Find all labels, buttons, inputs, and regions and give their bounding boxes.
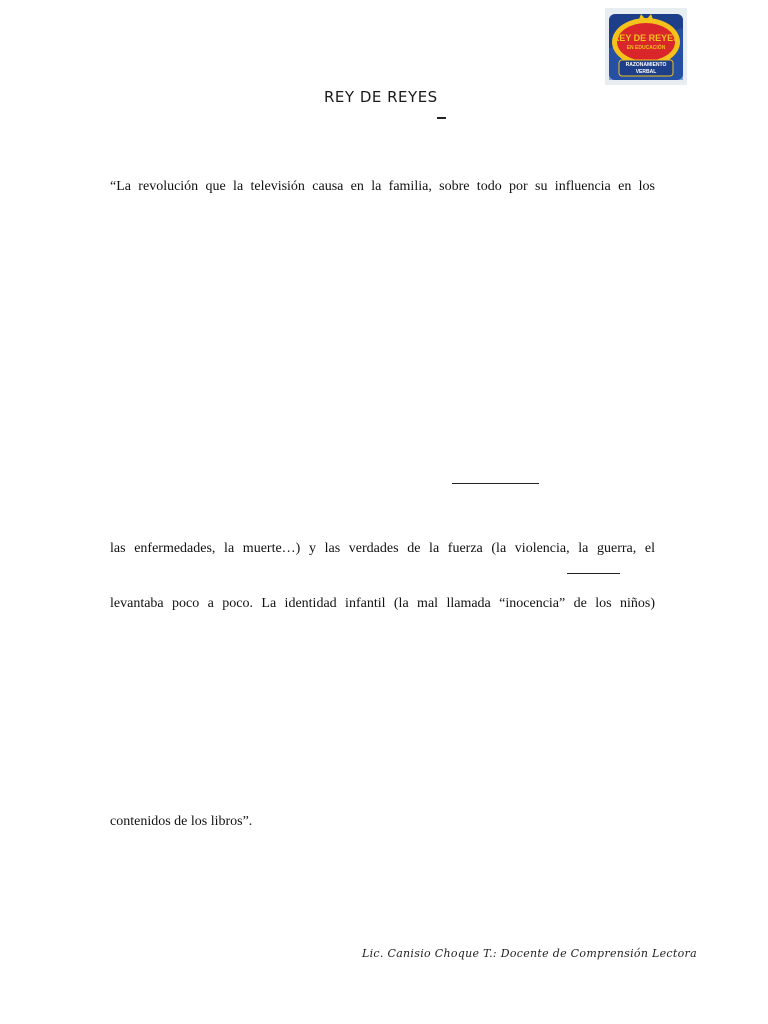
paragraph-line-3: levantaba poco a poco. La identidad infantil (la mal llamada “inocencia” de los niños) (110, 596, 655, 611)
paragraph-line-2: las enfermedades, la muerte…) y las verdades de la fuerza (la violencia, la guerra, el (110, 541, 655, 556)
logo-ribbon-line1: RAZONAMIENTO (625, 62, 667, 68)
fill-in-blank-line (452, 483, 539, 484)
title-underline-dash (437, 117, 446, 119)
paragraph-line-1: “La revolución que la televisión causa en la familia, sobre todo por su influencia en los (110, 179, 655, 194)
page-footer: Lic. Canisio Choque T.: Docente de Comprensión Lectora (362, 947, 697, 960)
fill-in-blank-line (567, 573, 620, 574)
logo-ribbon-line2: VERBAL (635, 69, 657, 75)
document-title: REY DE REYES (324, 88, 438, 106)
paragraph-line-4: contenidos de los libros”. (110, 814, 253, 829)
logo-brand-text: REY DE REYES (612, 33, 680, 43)
logo-sub-text: EN EDUCACIÓN (626, 45, 666, 51)
brand-logo (605, 8, 687, 85)
